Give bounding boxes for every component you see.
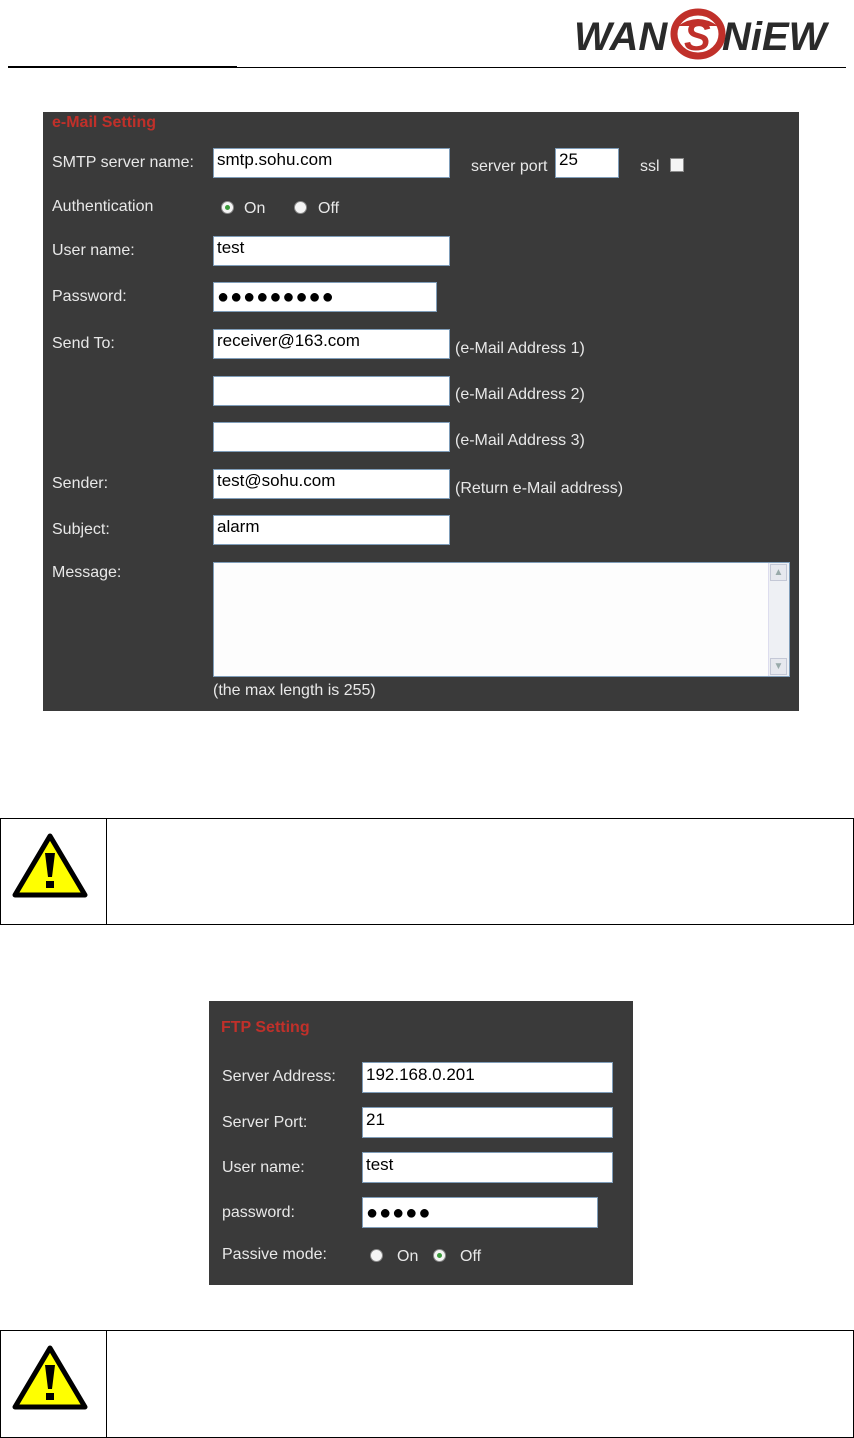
warning-divider [106, 1331, 107, 1437]
message-label: Message: [52, 564, 122, 581]
scroll-down-icon[interactable]: ▼ [770, 658, 787, 675]
ftp-panel-title: FTP Setting [221, 1019, 310, 1036]
sender-input[interactable]: test@sohu.com [213, 469, 450, 499]
brand-logo [572, 6, 844, 62]
subject-input[interactable]: alarm [213, 515, 450, 545]
authentication-label: Authentication [52, 198, 154, 215]
subject-label: Subject: [52, 521, 110, 538]
sendto-note-3: (e-Mail Address 3) [455, 432, 585, 449]
ftp-settings-panel [209, 1001, 633, 1285]
username-input[interactable]: test [213, 236, 450, 266]
auth-off-radio[interactable] [294, 201, 307, 214]
passive-off-radio[interactable] [433, 1249, 446, 1262]
warning-divider [106, 819, 107, 924]
sender-label: Sender: [52, 475, 109, 492]
message-textarea[interactable] [213, 562, 790, 677]
email-panel-title: e-Mail Setting [52, 114, 157, 131]
warning-triangle-icon [12, 833, 88, 899]
svg-text:S: S [684, 15, 711, 59]
ftp-username-input[interactable]: test [362, 1152, 613, 1183]
smtp-server-input[interactable]: smtp.sohu.com [213, 148, 450, 178]
server-port-input[interactable]: 25 [555, 148, 619, 178]
sendto-input-1[interactable]: receiver@163.com [213, 329, 450, 359]
password-input[interactable]: ●●●●●●●●● [213, 282, 437, 312]
sendto-note-1: (e-Mail Address 1) [455, 340, 585, 357]
message-scrollbar[interactable] [768, 563, 789, 676]
sendto-input-2[interactable] [213, 376, 450, 406]
ftp-port-input[interactable]: 21 [362, 1107, 613, 1138]
sendto-input-3[interactable] [213, 422, 450, 452]
auth-on-radio[interactable] [221, 201, 234, 214]
sender-note: (Return e-Mail address) [455, 480, 624, 497]
ssl-label: ssl [640, 158, 660, 175]
passive-mode-label: Passive mode: [222, 1246, 327, 1263]
ftp-username-label: User name: [222, 1159, 305, 1176]
header-rule-accent [8, 66, 237, 68]
message-length-note: (the max length is 255) [213, 682, 376, 699]
ftp-port-label: Server Port: [222, 1114, 308, 1131]
password-label: Password: [52, 288, 127, 305]
username-label: User name: [52, 242, 135, 259]
ftp-server-input[interactable]: 192.168.0.201 [362, 1062, 613, 1093]
ftp-password-input[interactable]: ●●●●● [362, 1197, 598, 1228]
auth-off-label: Off [318, 200, 340, 217]
svg-text:NiEW: NiEW [722, 15, 827, 59]
logo-graphic [572, 6, 844, 62]
sendto-note-2: (e-Mail Address 2) [455, 386, 585, 403]
sendto-label: Send To: [52, 335, 115, 352]
warning-triangle-icon [12, 1345, 88, 1411]
warning-box-1 [0, 818, 854, 925]
passive-on-label: On [397, 1248, 419, 1265]
scroll-up-icon[interactable]: ▲ [770, 564, 787, 581]
email-settings-panel [43, 112, 799, 711]
server-port-label: server port [471, 158, 548, 175]
ssl-checkbox[interactable] [670, 158, 684, 172]
svg-text:WAN: WAN [574, 15, 668, 59]
ftp-server-label: Server Address: [222, 1068, 336, 1085]
ftp-password-label: password: [222, 1204, 295, 1221]
warning-box-2 [0, 1330, 854, 1438]
smtp-server-label: SMTP server name: [52, 154, 194, 171]
auth-on-label: On [244, 200, 266, 217]
passive-on-radio[interactable] [370, 1249, 383, 1262]
passive-off-label: Off [460, 1248, 482, 1265]
